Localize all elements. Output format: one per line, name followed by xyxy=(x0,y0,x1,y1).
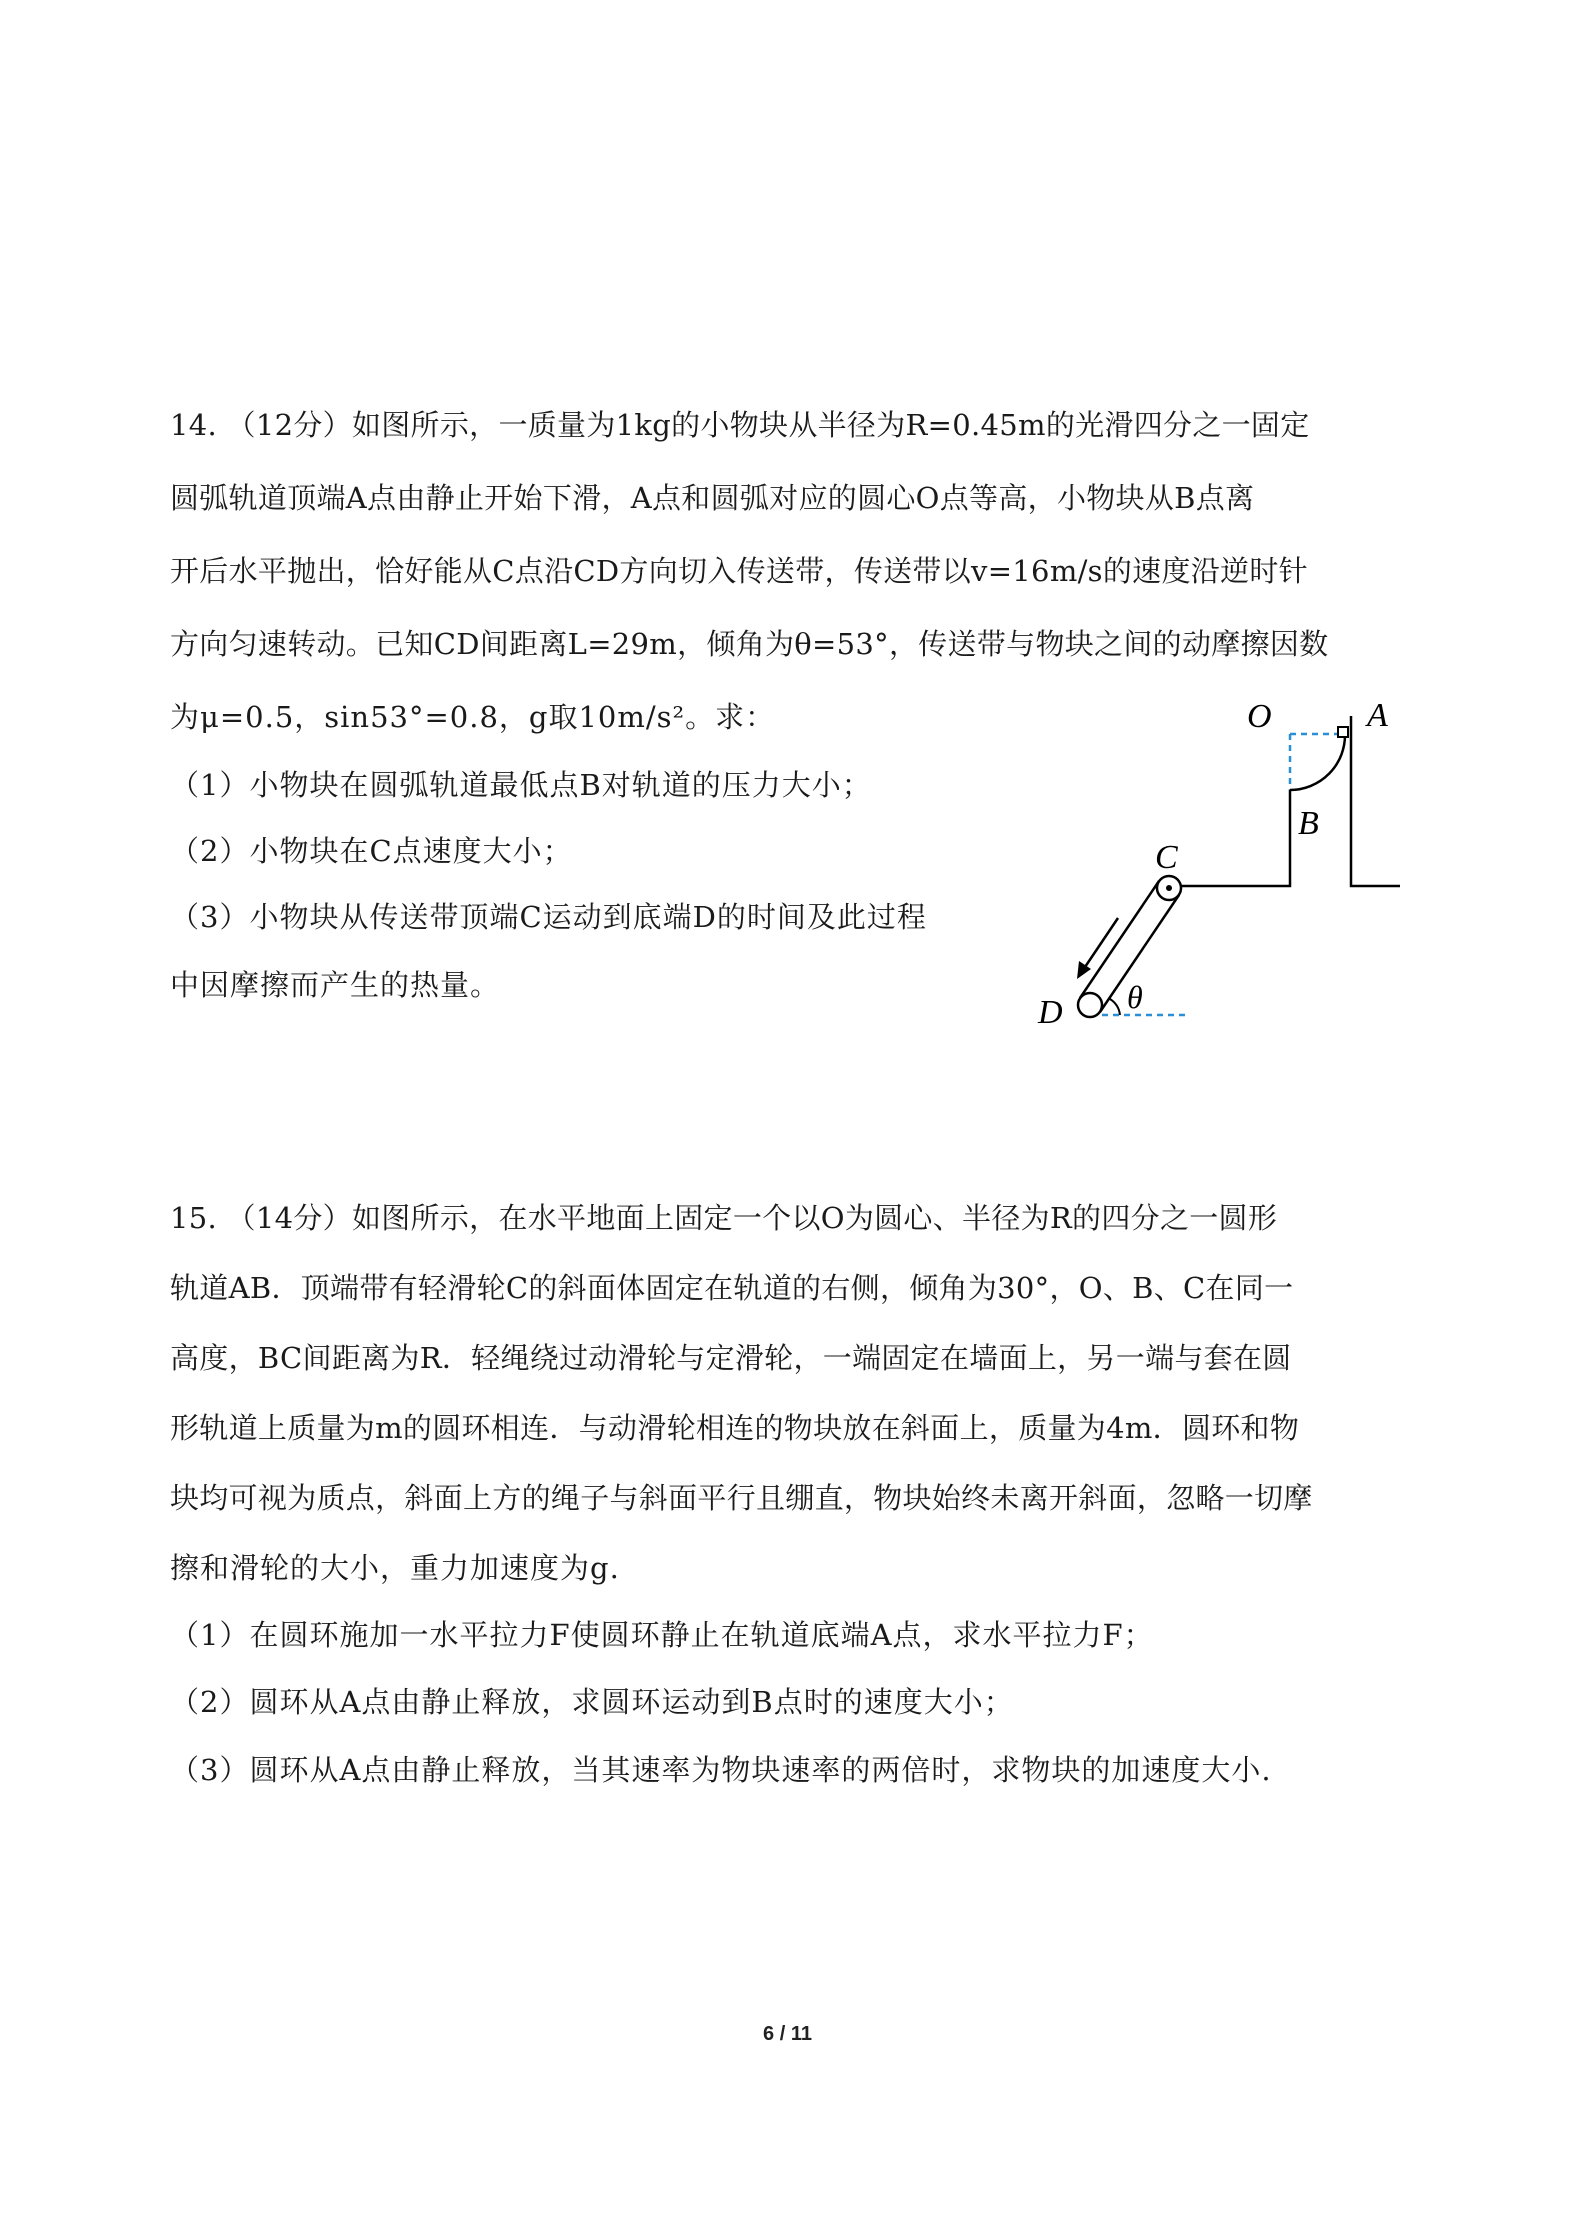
platform-right-wall xyxy=(1351,716,1400,886)
q15-line-2: 轨道AB．顶端带有轻滑轮C的斜面体固定在轨道的右侧，倾角为30°，O、B、C在同一 xyxy=(170,1271,1294,1305)
q15-line-6: 擦和滑轮的大小，重力加速度为g. xyxy=(170,1551,620,1585)
q15-subquestion-1: （1）在圆环施加一水平拉力F使圆环静止在轨道底端A点，求水平拉力F； xyxy=(170,1618,1154,1652)
q15-line-3: 高度，BC间距离为R．轻绳绕过动滑轮与定滑轮，一端固定在墙面上，另一端与套在圆 xyxy=(170,1341,1292,1375)
q14-line-3: 开后水平抛出，恰好能从C点沿CD方向切入传送带，传送带以v=16m/s的速度沿逆时针 xyxy=(170,554,1308,588)
q14-line-4: 方向匀速转动。已知CD间距离L=29m，倾角为θ=53°，传送带与物块之间的动摩擦因数 xyxy=(170,627,1329,661)
q15-line-5: 块均可视为质点，斜面上方的绳子与斜面平行且绷直，物块始终未离开斜面，忽略一切摩 xyxy=(170,1481,1313,1515)
q15-line-1: 15. （14分）如图所示，在水平地面上固定一个以O为圆心、半径为R的四分之一圆形 xyxy=(170,1201,1278,1235)
q14-line-1: 14. （12分）如图所示，一质量为1kg的小物块从半径为R=0.45m的光滑四分之一固定 xyxy=(170,408,1310,442)
conveyor-belt-figure xyxy=(1015,690,1415,1050)
page-number: 6 / 11 xyxy=(763,2023,812,2045)
quarter-arc-track xyxy=(1290,734,1345,790)
label-A: A xyxy=(1367,697,1388,734)
q14-subquestion-3-cont: 中因摩擦而产生的热量。 xyxy=(170,968,501,1002)
q15-subquestion-3: （3）圆环从A点由静止释放，当其速率为物块速率的两倍时，求物块的加速度大小. xyxy=(170,1753,1272,1787)
label-O: O xyxy=(1247,698,1272,735)
q14-line-5: 为μ=0.5，sin53°=0.8，g取10m/s²。求： xyxy=(170,700,776,734)
label-B: B xyxy=(1298,805,1319,842)
q15-line-4: 形轨道上质量为m的圆环相连．与动滑轮相连的物块放在斜面上，质量为4m．圆环和物 xyxy=(170,1411,1300,1445)
q14-subquestion-1: （1）小物块在圆弧轨道最低点B对轨道的压力大小； xyxy=(170,768,872,802)
belt-upper-edge xyxy=(1080,881,1159,998)
belt-direction-arrowhead xyxy=(1077,961,1091,979)
angle-arc xyxy=(1110,999,1120,1015)
belt-direction-arrow xyxy=(1083,918,1118,970)
label-D: D xyxy=(1038,994,1063,1031)
q14-subquestion-3: （3）小物块从传送带顶端C运动到底端D的时间及此过程 xyxy=(170,900,927,934)
small-block xyxy=(1338,727,1348,737)
pulley-C-axle xyxy=(1166,885,1172,891)
q15-subquestion-2: （2）圆环从A点由静止释放，求圆环运动到B点时的速度大小； xyxy=(170,1685,1014,1719)
label-theta: θ xyxy=(1127,979,1143,1015)
label-C: C xyxy=(1155,839,1178,876)
q14-line-2: 圆弧轨道顶端A点由静止开始下滑，A点和圆弧对应的圆心O点等高，小物块从B点离 xyxy=(170,481,1255,515)
q14-subquestion-2: （2）小物块在C点速度大小； xyxy=(170,834,573,868)
pulley-D xyxy=(1078,993,1102,1017)
platform-ledge xyxy=(1169,790,1290,886)
